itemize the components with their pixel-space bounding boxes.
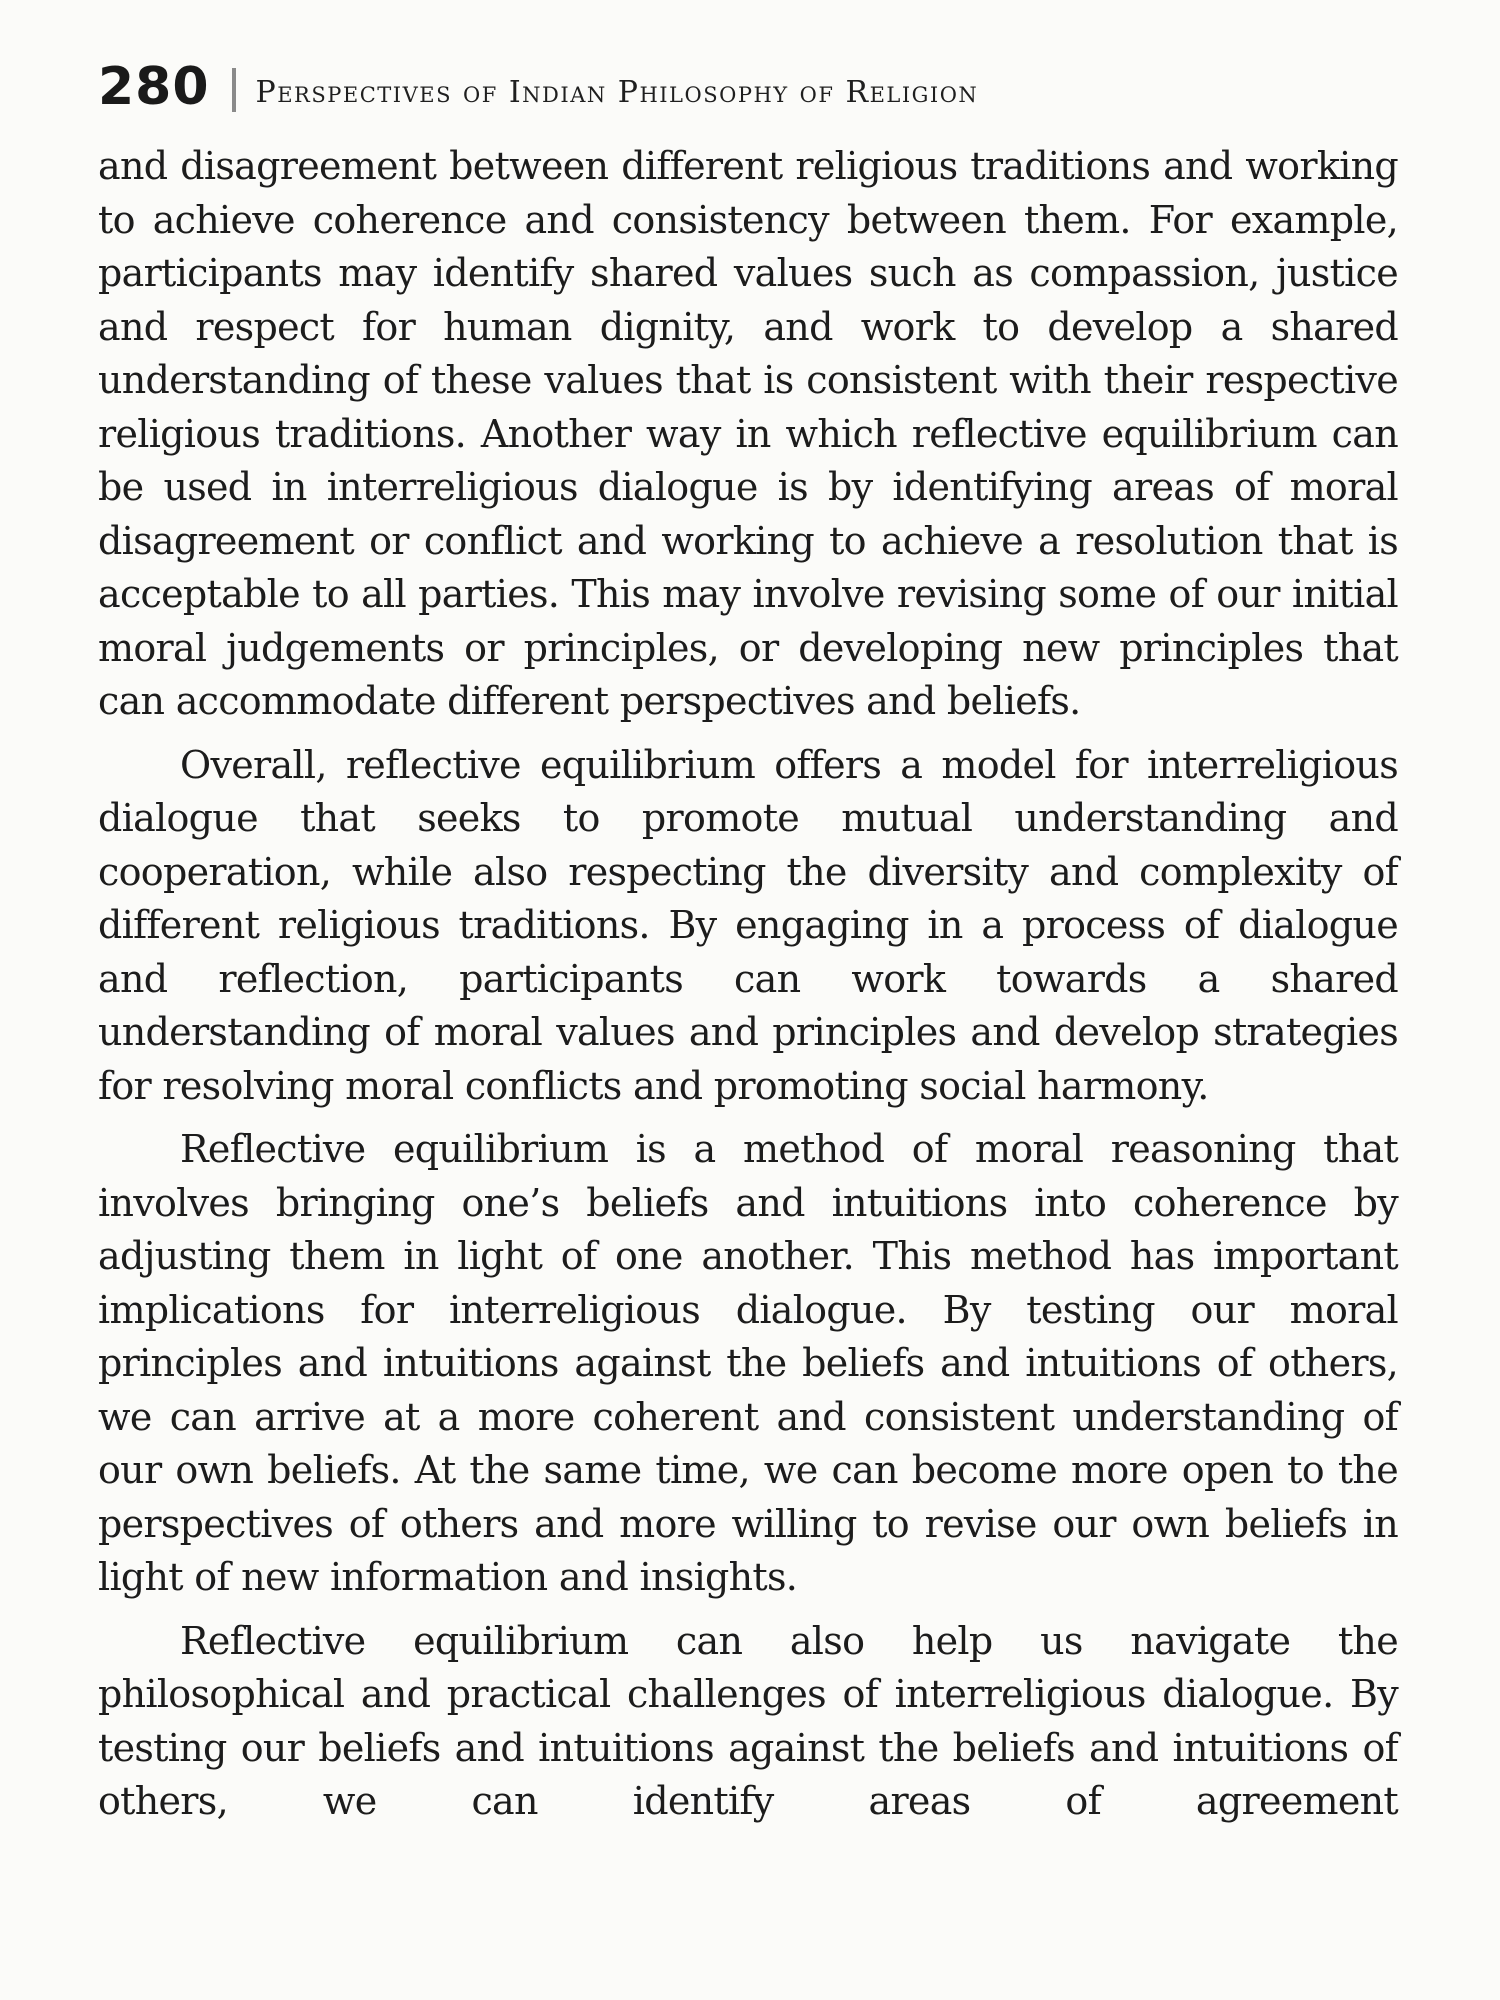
- header-divider: [232, 68, 236, 112]
- running-title: Perspectives of Indian Philosophy of Religion: [255, 74, 979, 110]
- page-number: 280: [98, 57, 210, 117]
- body-text: [98, 140, 1398, 1829]
- book-page: [98, 52, 1398, 1952]
- running-head: [98, 52, 1398, 122]
- paragraph-navigate-challenges: Reflective equilibrium can also help us navigate the philosophical and practical challenges of interreligious dialogue. By testing our beliefs and intuitions against the beliefs and intuitions of others, we can identify areas of agreement: [98, 1618, 1398, 1823]
- paragraph-overall: Overall, reflective equilibrium offers a model for interreligious dialogue that seeks to promote mutual understanding and cooperation, while also respecting the diversity and complexity of different religious traditions. By engaging in a process of dialogue and reflection, participants can work towards a shared understanding of moral values and principles and develop strategies for resolving moral conflicts and promoting social harmony.: [98, 742, 1398, 1108]
- paragraph-continued: and disagreement between different religious traditions and working to achieve coherence and consistency between them. For example, participants may identify shared values such as compassion, justice and respect for human dignity, and work to develop a shared understanding of these values that is consistent with their respective religious traditions. Another way in which reflective equilibrium can be used in interreligious dialogue is by identifying areas of moral disagreement or conflict and working to achieve a resolution that is acceptable to all parties. This may involve revising some of our initial moral judgements or principles, or developing new principles that can accommodate different perspectives and beliefs.: [98, 144, 1398, 723]
- paragraph-reflective-equilibrium-method: Reflective equilibrium is a method of moral reasoning that involves bringing one’s beliefs and intuitions into coherence by adjusting them in light of one another. This method has important implications for interreligious dialogue. By testing our moral principles and intuitions against the beliefs and intuitions of others, we can arrive at a more coherent and consistent understanding of our own beliefs. At the same time, we can become more open to the perspectives of others and more willing to revise our own beliefs in light of new information and insights.: [98, 1127, 1398, 1599]
